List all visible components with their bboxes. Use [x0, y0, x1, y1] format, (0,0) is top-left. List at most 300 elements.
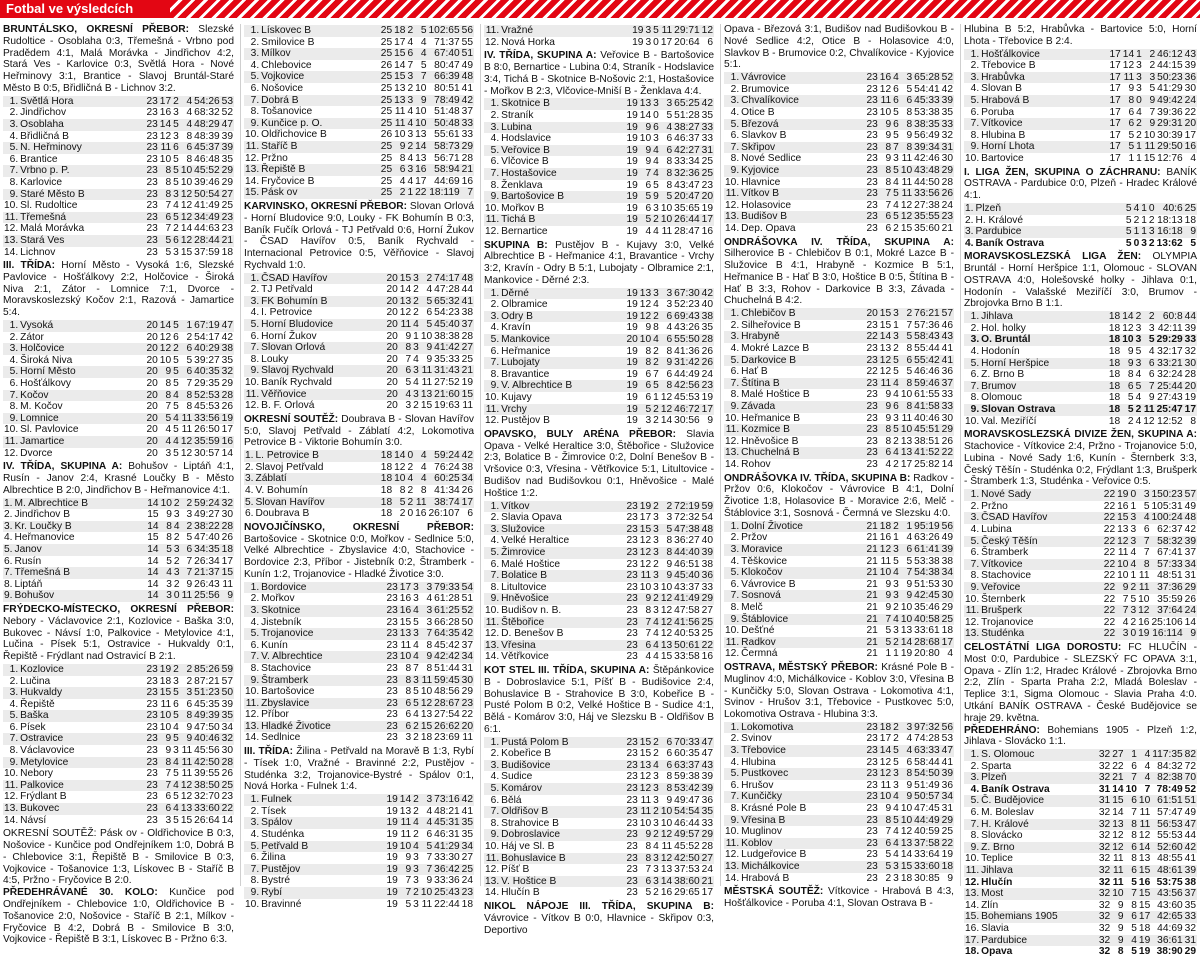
table-cell: Nové Sady: [980, 489, 1103, 501]
table-cell: 4: [413, 651, 419, 663]
table-row: [3, 722, 234, 734]
table-cell: 9: [1184, 226, 1197, 238]
table-cell: 7: [405, 353, 412, 365]
table-cell: 5: [160, 544, 173, 556]
table-cell: 4: [653, 156, 659, 168]
table-cell: 9: [666, 558, 673, 570]
table-cell: 41: [461, 805, 473, 817]
table-cell: 48:29: [194, 118, 220, 130]
table-cell: 3: [653, 604, 659, 616]
table-cell: 19: [626, 287, 638, 299]
table-cell: 19: [1138, 628, 1150, 640]
table-cell: 21: [866, 543, 878, 555]
table-cell: 8: [426, 662, 433, 674]
table-cell: 5.: [484, 334, 500, 346]
table-cell: M. Kočov: [20, 401, 63, 413]
table-cell: 12: [1122, 60, 1135, 72]
table-cell: 10.: [4, 200, 19, 212]
table-cell: 16: [415, 508, 427, 520]
table-cell: 4.: [490, 771, 500, 783]
table-cell: 12.: [485, 225, 500, 237]
table-cell: 49: [941, 532, 953, 544]
table-cell: 6.: [970, 106, 980, 118]
table-cell: 13: [900, 625, 913, 637]
table-cell: 11.: [725, 424, 740, 436]
table-cell: 9: [1143, 118, 1156, 130]
table-cell: 11: [640, 794, 652, 806]
table-cell: 9.: [964, 404, 980, 416]
table-cell: 53:75: [1156, 876, 1183, 888]
table-cell: 35:65: [674, 202, 700, 214]
table-row: [3, 390, 234, 402]
table-cell: 13: [399, 805, 412, 817]
table-cell: 23: [386, 732, 398, 744]
table-cell: 8: [660, 380, 673, 392]
table-cell: 15: [900, 222, 913, 234]
table-cell: 19: [626, 415, 638, 427]
table-cell: 21: [461, 164, 473, 176]
table-cell: 30:57: [194, 447, 220, 459]
table-row: [964, 489, 1197, 501]
table-cell: 12.: [485, 415, 500, 427]
table-cell: 34:49: [194, 211, 220, 223]
table-cell: 38:74: [427, 497, 460, 509]
table-cell: 3.: [484, 311, 500, 323]
table-cell: 32: [1098, 760, 1111, 772]
table-row: [484, 795, 714, 807]
table-cell: 4: [1190, 152, 1196, 164]
table-cell: Dobroslavice: [500, 829, 625, 841]
table-cell: 6: [660, 334, 673, 346]
table-cell: 23: [866, 733, 878, 745]
table-cell: 39: [701, 771, 713, 783]
table-cell: 4: [173, 803, 179, 815]
table-cell: 38: [221, 343, 233, 355]
table-row: [964, 865, 1197, 877]
table-cell: Vávrovice B: [741, 578, 796, 590]
table-cell: 7: [900, 567, 913, 579]
table-cell: Žimrovice: [500, 547, 625, 559]
table-row: [484, 322, 714, 334]
table-cell: 12: [159, 130, 172, 142]
table-cell: 20: [626, 334, 638, 346]
table-cell: 7: [885, 199, 892, 211]
table-cell: 67:40: [427, 48, 460, 60]
results-paragraph: [3, 604, 234, 663]
table-cell: 14: [394, 450, 406, 462]
table-cell: 3: [413, 388, 419, 400]
table-cell: 3: [653, 794, 659, 806]
table-cell: 5: [413, 616, 419, 628]
table-cell: 9: [159, 366, 172, 378]
table-cell: 4: [426, 284, 433, 296]
table-cell: 45:56: [194, 745, 220, 757]
table-cell: Olbramice: [501, 299, 548, 311]
table-cell: 1: [1141, 202, 1147, 214]
table-cell: 32: [1098, 841, 1111, 853]
table-cell: 8: [879, 142, 892, 154]
table-cell: 7.: [4, 567, 13, 579]
table-cell: 43: [941, 331, 953, 343]
table-cell: 8: [639, 357, 652, 369]
table-cell: Plzeň: [975, 203, 1125, 215]
table-row: [244, 617, 474, 629]
table-cell: 2: [173, 532, 180, 544]
table-cell: 5: [414, 25, 427, 37]
table-cell: 17: [1109, 83, 1121, 95]
table-cell: 10: [415, 117, 427, 129]
table-cell: 2.: [9, 331, 19, 343]
table-cell: 4.: [9, 698, 19, 710]
table-cell: 23: [146, 130, 158, 142]
table-cell: 4: [173, 436, 179, 448]
table-cell: 5: [893, 354, 899, 366]
table-cell: 15: [639, 736, 652, 748]
table-cell: Návsí: [20, 814, 47, 826]
table-cell: 11: [400, 817, 412, 829]
table-cell: 10: [394, 129, 406, 141]
table-cell: 23: [221, 211, 233, 223]
table-cell: 12: [660, 616, 673, 628]
table-cell: 26: [221, 532, 233, 544]
table-cell: 4: [893, 176, 899, 188]
table-cell: Zbyslavice: [260, 698, 385, 710]
table-cell: 5.: [244, 841, 260, 853]
table-row: [3, 247, 234, 259]
table-cell: 56: [941, 520, 953, 532]
table-cell: 44:49: [914, 814, 940, 826]
table-cell: 3: [893, 331, 899, 343]
table-cell: 45:52: [674, 841, 700, 853]
table-row: [3, 521, 234, 533]
table-cell: 8.: [490, 817, 500, 829]
table-cell: 2.: [965, 214, 974, 226]
table-cell: 47: [941, 745, 953, 757]
table-cell: 46:31: [434, 829, 460, 841]
table-row: [724, 614, 954, 626]
table-cell: 6: [426, 829, 433, 841]
table-cell: 6: [666, 368, 673, 380]
table-cell: I. Petrovice: [261, 307, 313, 319]
table-cell: 12.: [965, 616, 980, 628]
table-cell: Staré Město B: [19, 189, 145, 201]
table-cell: Zátor: [20, 331, 44, 343]
table-cell: 4: [653, 759, 659, 771]
table-cell: 2: [180, 664, 193, 676]
table-cell: 13: [900, 837, 913, 849]
table-cell: 3: [653, 523, 659, 535]
table-cell: Příbor: [261, 709, 289, 721]
results-paragraph: [244, 201, 474, 272]
table-cell: 4: [407, 175, 414, 187]
table-cell: 15: [461, 388, 473, 400]
competition-heading: KOT STEL III. TŘÍDA, SKUPINA A:: [484, 664, 650, 676]
table-row: [3, 154, 234, 166]
table-row: [964, 853, 1197, 865]
table-cell: 10: [660, 202, 673, 214]
table-cell: 42:42: [434, 651, 460, 663]
table-cell: Kočov: [19, 390, 145, 402]
table-cell: 10.: [965, 152, 980, 164]
table-cell: 33: [941, 118, 953, 130]
table-cell: 32: [221, 733, 233, 745]
table-cell: 7.: [484, 570, 500, 582]
table-cell: 12: [900, 826, 913, 838]
table-cell: 23: [866, 826, 878, 838]
table-cell: 4: [1138, 749, 1151, 761]
table-cell: 29: [941, 424, 953, 436]
table-cell: 3: [893, 861, 899, 873]
table-row: [484, 357, 714, 369]
table-cell: 150:23: [1151, 489, 1183, 501]
table-row: [3, 757, 234, 769]
table-cell: 10: [879, 106, 892, 118]
table-cell: 7: [165, 200, 172, 212]
table-cell: 1: [1136, 141, 1142, 153]
table-cell: 17: [415, 175, 427, 187]
table-cell: 39: [941, 543, 953, 555]
table-row: [3, 745, 234, 757]
table-row: [484, 110, 714, 122]
table-cell: Lučina: [20, 675, 51, 687]
table-cell: 2: [893, 222, 899, 234]
table-cell: 40:53: [674, 628, 700, 640]
table-cell: 10.: [965, 593, 980, 605]
table-cell: 8: [1131, 853, 1137, 865]
table-cell: 10: [639, 133, 652, 145]
table-cell: Krásné Pole B: [741, 803, 807, 815]
table-cell: 18: [380, 461, 393, 473]
table-cell: 3: [413, 852, 419, 864]
table-cell: 5: [879, 637, 892, 649]
table-cell: 11.: [485, 214, 500, 226]
table-cell: 45:52: [194, 165, 220, 177]
table-cell: 48: [461, 272, 473, 284]
table-cell: 4: [165, 424, 172, 436]
table-cell: 47:45: [914, 803, 940, 815]
table-cell: Rohov: [741, 459, 771, 470]
table-cell: 11.: [245, 140, 260, 152]
table-cell: 20:80: [914, 648, 940, 660]
table-row: [244, 485, 474, 497]
table-cell: 50:48: [427, 118, 460, 130]
table-cell: 3: [893, 625, 899, 637]
table-cell: 23: [866, 118, 878, 130]
table-cell: 3: [420, 605, 433, 617]
table-cell: 23: [866, 435, 878, 447]
table-cell: Slovácko: [981, 830, 1023, 842]
table-cell: 2.: [970, 322, 980, 334]
table-cell: 9: [405, 852, 412, 864]
table-cell: Hrušov: [741, 779, 774, 791]
table-cell: 10.: [485, 604, 500, 616]
table-cell: 38: [701, 310, 713, 322]
table-cell: 13: [639, 287, 652, 299]
table-row: [964, 594, 1197, 606]
table-cell: 1.: [724, 308, 740, 320]
table-cell: 5: [165, 246, 172, 258]
table-cell: 15: [180, 246, 193, 258]
table-row: [244, 473, 474, 485]
table-cell: 11: [661, 841, 673, 853]
table-cell: Dešťné: [741, 625, 775, 637]
table-cell: 3: [180, 687, 193, 699]
table-cell: 0: [407, 508, 414, 520]
table-cell: 56:49: [914, 130, 940, 142]
table-cell: 26:44: [674, 214, 700, 226]
table-row: [244, 651, 474, 663]
table-cell: 8.: [250, 875, 260, 887]
table-cell: 7.: [3, 733, 19, 745]
table-cell: 23: [146, 663, 158, 675]
table-cell: 10: [660, 817, 673, 829]
table-cell: Vrbno p. P.: [19, 165, 145, 177]
table-cell: 54:23: [434, 307, 460, 319]
table-cell: 4: [660, 122, 673, 134]
table-cell: 29: [221, 378, 233, 390]
table-cell: 4: [653, 334, 659, 346]
results-text: Bartošovice - Skotnice 0:0, Mořkov - Sedlnice 5:0, Velké Albrechtice - Zbyslavice 4:0, Stachovice - Bordovice 2:3, Příbor - Jistebník 0:2, Štramberk - Kunín 1:2, Trojanovice - Hladké Životice 3:0.: [244, 533, 474, 580]
table-row: [484, 404, 714, 416]
table-cell: M. Albrechtice B: [14, 498, 147, 510]
table-cell: 46:51: [674, 558, 700, 570]
table-cell: 50:61: [674, 639, 700, 651]
table-cell: 3.: [724, 95, 740, 107]
table-cell: 48:51: [1157, 570, 1183, 582]
table-cell: 20: [146, 447, 158, 459]
table-cell: Spálov: [260, 817, 385, 829]
table-cell: 11: [640, 570, 652, 582]
table-cell: 6: [639, 876, 652, 888]
table-cell: 4: [413, 817, 419, 829]
table-cell: 20: [146, 389, 158, 401]
table-cell: 70:33: [674, 736, 700, 748]
table-cell: 33:58: [674, 651, 700, 663]
table-cell: 52: [1184, 783, 1196, 795]
table-row: [3, 710, 234, 722]
table-cell: 5.: [964, 95, 980, 107]
table-cell: 5: [660, 191, 673, 203]
table-cell: 3: [893, 590, 899, 602]
table-row: [724, 838, 954, 850]
table-cell: 5: [173, 366, 179, 378]
table-row: [3, 320, 234, 332]
table-cell: 14: [900, 849, 913, 861]
table-cell: Ženklava: [501, 179, 543, 191]
table-cell: 7.: [244, 342, 260, 354]
table-cell: 8.: [730, 389, 740, 401]
table-cell: 1: [1125, 749, 1138, 761]
table-cell: 23:69: [434, 732, 460, 744]
table-cell: 7.: [244, 651, 260, 663]
table-cell: 4: [413, 840, 419, 852]
table-cell: 5: [173, 733, 179, 745]
table-cell: 21: [866, 601, 878, 613]
table-cell: 47:28: [434, 284, 460, 296]
table-row: [724, 308, 954, 320]
table-cell: 14: [147, 567, 159, 579]
table-cell: 2: [413, 400, 419, 412]
table-cell: 12.: [245, 400, 260, 412]
results-text: Kunčice pod Ondřejníkem - Chlebovice 1:0, Oldřichovice B - Tošanovice 2:0, Nošovice - Staříč B 2:1, Mílkov - Fryčovice B 4:2, Dobrá B - Smilovice B 3:0, Vojkovice - Řepiště B 3:1, Lískovec B - Pržno 6:3.: [3, 887, 234, 946]
table-cell: Chlebičov B: [740, 308, 865, 320]
table-cell: 14.: [965, 899, 980, 911]
table-row: [484, 226, 714, 238]
table-cell: 4.: [970, 783, 980, 795]
table-cell: 53: [941, 733, 953, 745]
table-cell: 25:82: [914, 459, 940, 470]
table-row: [964, 536, 1197, 548]
table-cell: 9: [879, 590, 892, 602]
table-cell: 5: [186, 354, 193, 366]
table-cell: 58:43: [914, 331, 940, 343]
table-cell: 4: [1137, 512, 1150, 524]
table-cell: 7.: [964, 118, 980, 130]
table-row: [964, 153, 1197, 165]
table-cell: Karlovice: [20, 176, 63, 188]
table-cell: 19: [626, 98, 638, 110]
table-cell: 11.: [965, 605, 980, 617]
table-row: [964, 141, 1197, 153]
table-row: [3, 212, 234, 224]
table-row: [964, 416, 1197, 428]
results-text: Horní Město - Vysoká 1:6, Slezské Pavlovice - Hošťálkovy 2:2, Holčovice - Široká Niva 2:1, Zátor - Lomnice 7:1, Dvorce - Moravskoslezský Kočov 2:1, Razová - Jamartice 5:4.: [3, 260, 234, 319]
table-cell: 4: [173, 389, 179, 401]
table-cell: 2: [1148, 237, 1155, 249]
standings-table: [3, 498, 234, 602]
table-cell: 19: [626, 357, 638, 369]
table-cell: 3: [660, 98, 673, 110]
table-cell: 6: [639, 380, 652, 392]
table-cell: 14.: [725, 222, 740, 234]
table-cell: 23: [866, 389, 878, 401]
table-cell: 16: [221, 436, 233, 448]
table-cell: 23: [941, 211, 953, 223]
table-cell: 26:50: [194, 424, 220, 436]
table-cell: 23: [626, 864, 638, 876]
table-cell: Malé Hoštice B: [741, 389, 810, 401]
competition-heading: PŘEDEHRÁVANÉ 30. KOLO:: [3, 887, 158, 899]
table-cell: 37: [461, 106, 473, 118]
table-cell: 43:56: [1151, 888, 1183, 900]
table-cell: 2: [181, 498, 194, 510]
table-cell: 19: [626, 109, 638, 121]
table-cell: 10.: [245, 898, 260, 910]
table-cell: ČSAD Havířov: [260, 273, 385, 285]
table-row: [724, 648, 954, 660]
table-cell: 35:55: [914, 211, 940, 223]
table-cell: 9.: [964, 842, 980, 854]
table-cell: 6: [645, 392, 652, 404]
table-cell: 19:63: [434, 400, 460, 412]
table-row: [244, 118, 474, 130]
table-cell: 20: [866, 308, 878, 320]
results-paragraph: [484, 240, 714, 287]
table-row: [964, 346, 1197, 358]
results-paragraph: [484, 429, 714, 500]
table-row: [244, 176, 474, 188]
table-cell: 9: [165, 745, 172, 757]
competition-heading: OKRESNÍ SOUTĚŽ:: [244, 413, 339, 425]
results-text: Bohemians 1905 - Plzeň 1:2, Jihlava - Slovácko 1:1.: [964, 724, 1197, 748]
table-cell: 39:55: [194, 768, 220, 780]
table-row: [3, 343, 234, 355]
table-cell: 11: [880, 555, 892, 567]
table-cell: 28: [221, 520, 233, 532]
table-cell: M. Boleslav: [981, 807, 1034, 819]
table-row: [724, 389, 954, 401]
table-row: [3, 165, 234, 177]
